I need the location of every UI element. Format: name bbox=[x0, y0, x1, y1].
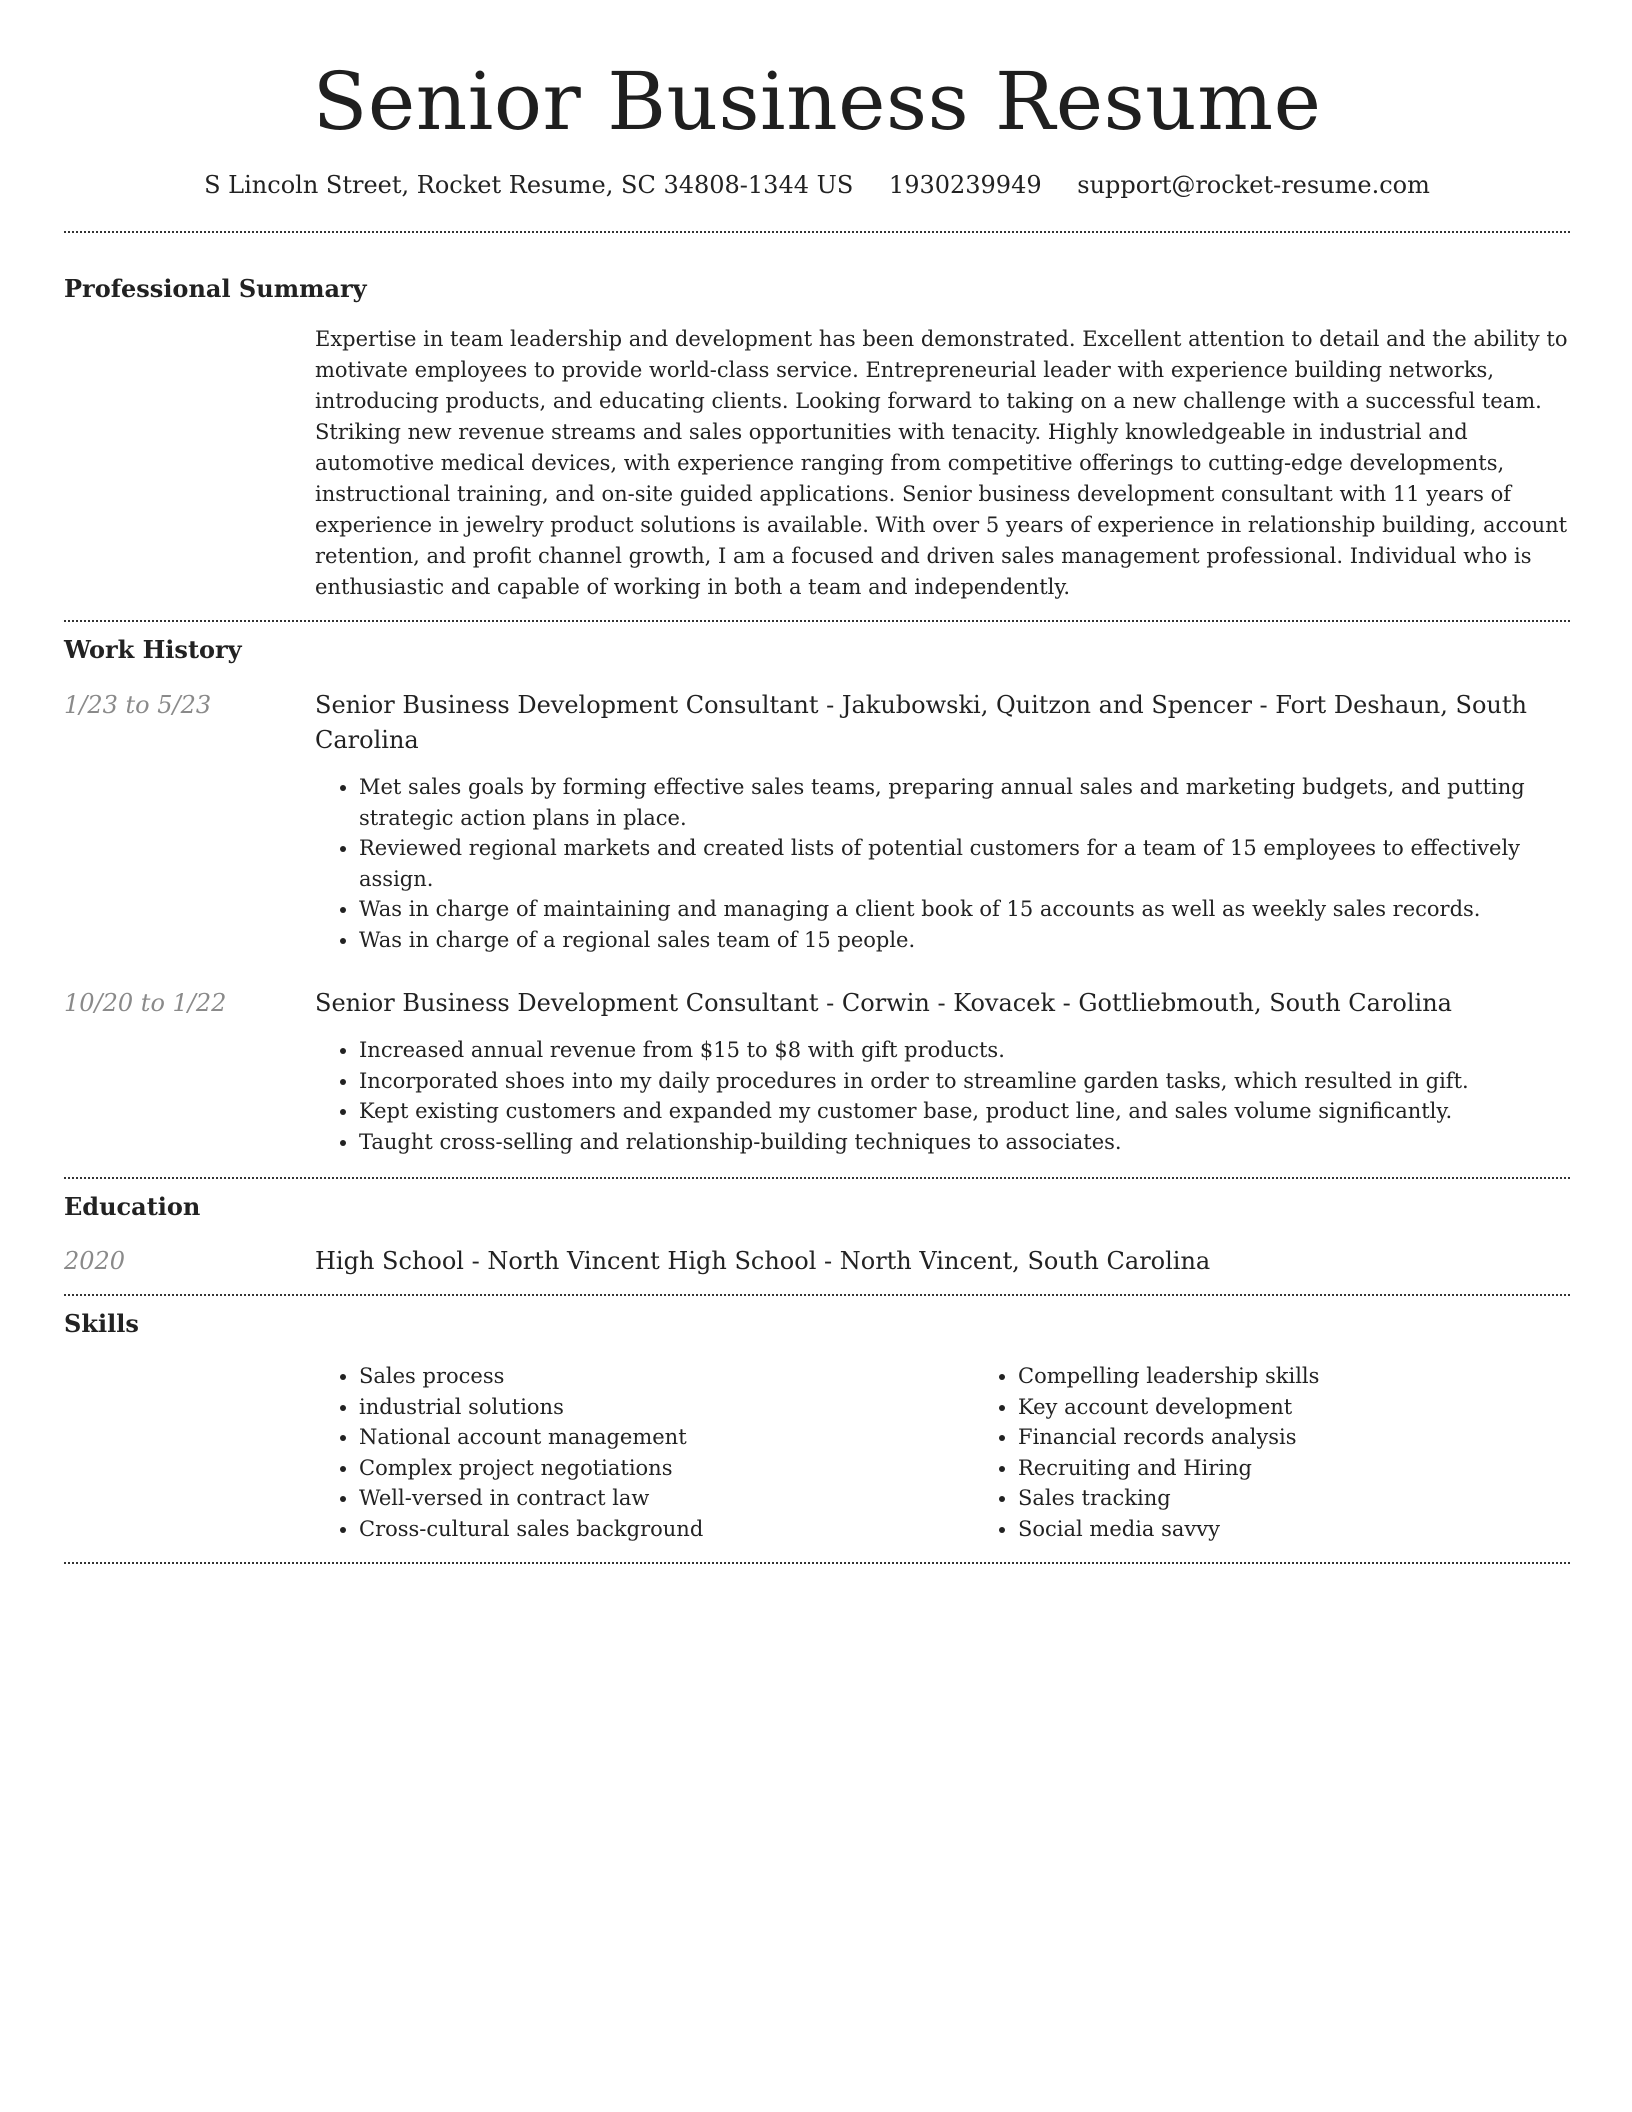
job-bullets bbox=[315, 1035, 1570, 1157]
list-item: • Sales tracking bbox=[1018, 1483, 1632, 1514]
job-heading bbox=[315, 688, 1570, 758]
list-item: • Increased annual revenue from $15 to $8 with gift products. bbox=[359, 1035, 1570, 1066]
list-item: • Kept existing customers and expanded my customer base, product line, and sales volume significantly. bbox=[359, 1096, 1570, 1127]
education-section bbox=[64, 1192, 1570, 1279]
school-location: - North Vincent High School - North Vincent, South Carolina bbox=[463, 1247, 1211, 1275]
list-item: • Incorporated shoes into my daily procedures in order to streamline garden tasks, which resulted in gift. bbox=[359, 1066, 1570, 1097]
list-item: • Key account development bbox=[1018, 1392, 1632, 1423]
list-item: • National account management bbox=[359, 1422, 974, 1453]
section-divider bbox=[64, 1177, 1570, 1179]
job-entry bbox=[64, 688, 1570, 955]
summary-left-spacer bbox=[64, 324, 315, 603]
skills-section bbox=[64, 1309, 1570, 1544]
education-entry bbox=[64, 1244, 1570, 1279]
resume-title: Senior Business Resume bbox=[312, 55, 1322, 148]
list-item: • Reviewed regional markets and created lists of potential customers for a team of 15 employees to effectively assign. bbox=[359, 833, 1570, 894]
section-divider bbox=[64, 1562, 1570, 1564]
degree-title: High School bbox=[315, 1247, 464, 1275]
education-year: 2020 bbox=[64, 1247, 126, 1275]
email-text: support@rocket-resume.com bbox=[1077, 171, 1430, 199]
list-item: • Sales process bbox=[359, 1361, 974, 1392]
summary-section bbox=[64, 274, 1570, 603]
list-item: • Was in charge of a regional sales team of 15 people. bbox=[359, 925, 1570, 956]
contact-line bbox=[64, 170, 1570, 200]
job-employer-location: - Jakubowski, Quitzon and Spencer - Fort Deshaun, South Carolina bbox=[315, 691, 1527, 754]
phone-text: 1930239949 bbox=[888, 171, 1042, 199]
list-item: • Complex project negotiations bbox=[359, 1453, 974, 1484]
list-item: • Well-versed in contract law bbox=[359, 1483, 974, 1514]
job-bullets bbox=[315, 772, 1570, 955]
education-heading-line bbox=[315, 1244, 1570, 1279]
list-item: • industrial solutions bbox=[359, 1392, 974, 1423]
job-entry bbox=[64, 986, 1570, 1157]
list-item: • Recruiting and Hiring bbox=[1018, 1453, 1632, 1484]
job-title: Senior Business Development Consultant bbox=[315, 691, 819, 719]
list-item: • Financial records analysis bbox=[1018, 1422, 1632, 1453]
list-item: • Social media savvy bbox=[1018, 1514, 1632, 1545]
job-dates: 1/23 to 5/23 bbox=[64, 691, 212, 719]
list-item: • Compelling leadership skills bbox=[1018, 1361, 1632, 1392]
skills-list-1 bbox=[315, 1361, 974, 1544]
list-item: • Taught cross-selling and relationship-building techniques to associates. bbox=[359, 1127, 1570, 1158]
job-employer-location: - Corwin - Kovacek - Gottliebmouth, South Carolina bbox=[818, 989, 1452, 1017]
skills-columns bbox=[315, 1361, 1632, 1544]
work-history-section bbox=[64, 635, 1570, 1157]
job-title: Senior Business Development Consultant bbox=[315, 989, 819, 1017]
summary-heading: Professional Summary bbox=[64, 274, 367, 303]
list-item: • Cross-cultural sales background bbox=[359, 1514, 974, 1545]
resume-page bbox=[64, 0, 1570, 1564]
skills-left-spacer bbox=[64, 1361, 315, 1544]
job-heading bbox=[315, 986, 1570, 1021]
work-history-heading: Work History bbox=[64, 635, 242, 664]
job-dates: 10/20 to 1/22 bbox=[64, 989, 227, 1017]
summary-text: Expertise in team leadership and development has been demonstrated. Excellent attention to detail and the ability to motivate employees to provide world-class service. Entrepreneurial leader with experience building networks, introducing products, and educating clients. Looking forward to taking on a new challenge with a successful team. Striking new revenue streams and sales opportunities with tenacity. Highly knowledgeable in industrial and automotive medical devices, with experience ranging from competitive offerings to cutting-edge developments, instructional training, and on-site guided applications. Senior business development consultant with 11 years of experience in jewelry product solutions is available. With over 5 years of experience in relationship building, account retention, and profit channel growth, I am a focused and driven sales management professional. Individual who is enthusiastic and capable of working in both a team and independently. bbox=[315, 327, 1568, 599]
list-item: • Met sales goals by forming effective sales teams, preparing annual sales and marketing budgets, and putting strategic action plans in place. bbox=[359, 772, 1570, 833]
list-item: • Was in charge of maintaining and managing a client book of 15 accounts as well as weekly sales records. bbox=[359, 894, 1570, 925]
section-divider bbox=[64, 1294, 1570, 1296]
education-heading: Education bbox=[64, 1192, 201, 1221]
address-text: S Lincoln Street, Rocket Resume, SC 34808-1344 US bbox=[204, 171, 854, 199]
skills-heading: Skills bbox=[64, 1309, 139, 1338]
section-divider bbox=[64, 231, 1570, 233]
skills-list-2 bbox=[974, 1361, 1632, 1544]
section-divider bbox=[64, 620, 1570, 622]
